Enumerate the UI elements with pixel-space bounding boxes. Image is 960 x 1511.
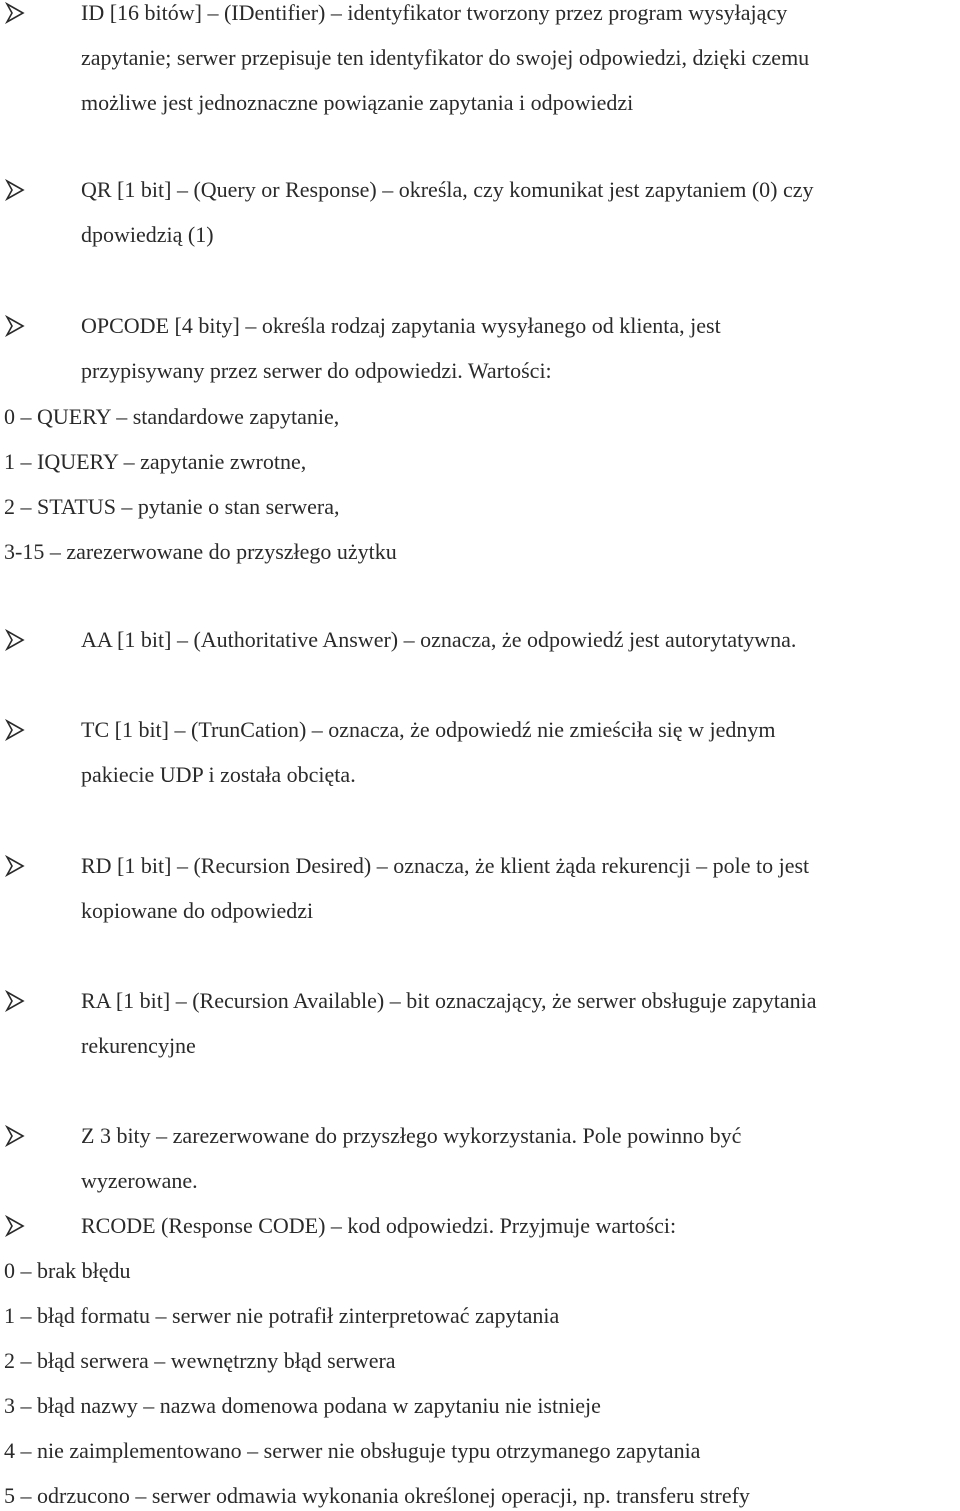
bullet-item-line: Z 3 bity – zarezerwowane do przyszłego wykorzystania. Pole powinno być	[81, 1123, 742, 1148]
bullet-item-line: RA [1 bit] – (Recursion Available) – bit oznaczający, że serwer obsługuje zapytania	[81, 988, 817, 1013]
opcode-value-line: 0 – QUERY – standardowe zapytanie,	[4, 404, 340, 429]
rcode-value-line: 2 – błąd serwera – wewnętrzny błąd serwera	[4, 1348, 396, 1373]
rcode-value-line: 5 – odrzucono – serwer odmawia wykonania określonej operacji, np. transferu strefy	[4, 1483, 750, 1508]
bullet-item-line: zapytanie; serwer przepisuje ten identyfikator do swojej odpowiedzi, dzięki czemu	[81, 45, 810, 70]
bullet-item-line: pakiecie UDP i została obcięta.	[81, 762, 356, 787]
bullet-item-line: RD [1 bit] – (Recursion Desired) – oznacza, że klient żąda rekurencji – pole to jest	[81, 853, 810, 878]
arrowhead-bullet-icon	[5, 855, 25, 877]
rcode-value-line: 3 – błąd nazwy – nazwa domenowa podana w zapytaniu nie istnieje	[4, 1393, 601, 1418]
arrowhead-bullet-icon	[5, 2, 25, 24]
opcode-value-line: 1 – IQUERY – zapytanie zwrotne,	[4, 449, 307, 474]
bullet-item-line: TC [1 bit] – (TrunCation) – oznacza, że odpowiedź nie zmieściła się w jednym	[81, 717, 776, 742]
arrowhead-bullet-icon	[5, 629, 25, 651]
arrowhead-bullet-icon	[5, 719, 25, 741]
rcode-value-line: 1 – błąd formatu – serwer nie potrafił zinterpretować zapytania	[4, 1303, 560, 1328]
arrowhead-bullet-icon	[5, 179, 25, 201]
bullet-item-line: AA [1 bit] – (Authoritative Answer) – oznacza, że odpowiedź jest autorytatywna.	[81, 627, 797, 652]
bullet-item-line: OPCODE [4 bity] – określa rodzaj zapytania wysyłanego od klienta, jest	[81, 313, 721, 338]
rcode-value-line: 0 – brak błędu	[4, 1258, 131, 1283]
bullet-item-line: QR [1 bit] – (Query or Response) – określa, czy komunikat jest zapytaniem (0) czy	[81, 177, 814, 202]
bullet-item-line: dpowiedzią (1)	[81, 222, 214, 247]
opcode-value-line: 3-15 – zarezerwowane do przyszłego użytku	[4, 539, 397, 564]
arrowhead-bullet-icon	[5, 1125, 25, 1147]
arrowhead-bullet-icon	[5, 1215, 25, 1237]
bullet-item-line: kopiowane do odpowiedzi	[81, 898, 314, 923]
bullet-item-line: ID [16 bitów] – (IDentifier) – identyfikator tworzony przez program wysyłający	[81, 0, 788, 25]
arrowhead-bullet-icon	[5, 315, 25, 337]
opcode-value-line: 2 – STATUS – pytanie o stan serwera,	[4, 494, 340, 519]
arrowhead-bullet-icon	[5, 990, 25, 1012]
bullet-item-line: RCODE (Response CODE) – kod odpowiedzi. Przyjmuje wartości:	[81, 1213, 677, 1238]
bullet-item-line: możliwe jest jednoznaczne powiązanie zapytania i odpowiedzi	[81, 90, 634, 115]
rcode-value-line: 4 – nie zaimplementowano – serwer nie obsługuje typu otrzymanego zapytania	[4, 1438, 701, 1463]
bullet-item-line: przypisywany przez serwer do odpowiedzi. Wartości:	[81, 358, 552, 383]
bullet-item-line: wyzerowane.	[81, 1168, 198, 1193]
bullet-item-line: rekurencyjne	[81, 1033, 196, 1058]
